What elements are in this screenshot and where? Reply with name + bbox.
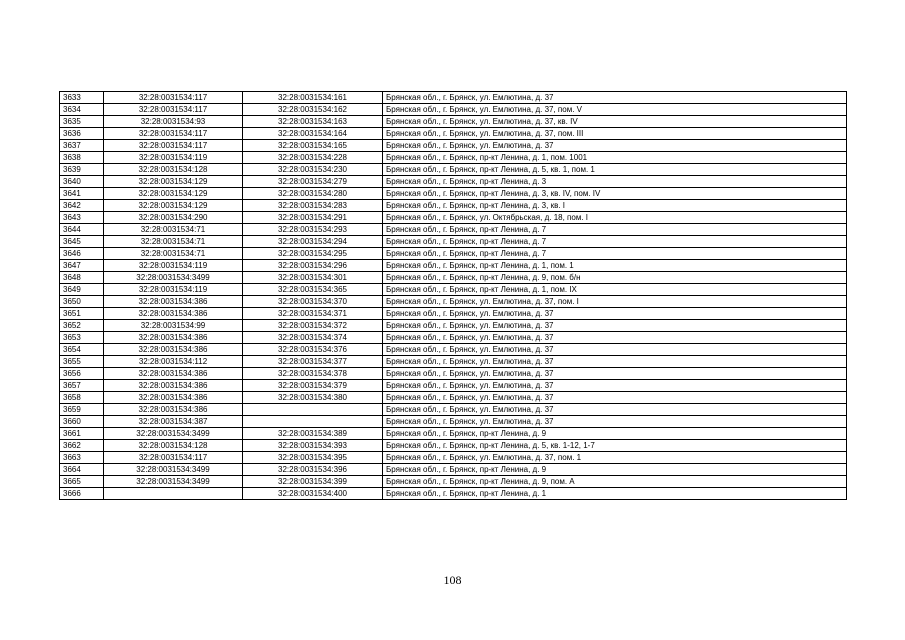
parent-cadastral-number-cell: 32:28:0031534:117 [104, 92, 243, 104]
parent-cadastral-number-cell: 32:28:0031534:3499 [104, 272, 243, 284]
table-row [60, 248, 847, 260]
row-number-cell: 3657 [60, 380, 104, 392]
table-row [60, 488, 847, 500]
address-cell: Брянская обл., г. Брянск, ул. Емлютина, д. 37 [383, 392, 847, 404]
table-row [60, 368, 847, 380]
cadastral-number-cell: 32:28:0031534:399 [243, 476, 383, 488]
cadastral-number-cell: 32:28:0031534:163 [243, 116, 383, 128]
table-row [60, 140, 847, 152]
cadastral-number-cell: 32:28:0031534:400 [243, 488, 383, 500]
table-row [60, 128, 847, 140]
parent-cadastral-number-cell: 32:28:0031534:386 [104, 296, 243, 308]
parent-cadastral-number-cell: 32:28:0031534:128 [104, 440, 243, 452]
cadastral-table [59, 91, 847, 500]
address-cell: Брянская обл., г. Брянск, ул. Емлютина, д. 37 [383, 308, 847, 320]
table-row [60, 440, 847, 452]
parent-cadastral-number-cell: 32:28:0031534:119 [104, 284, 243, 296]
parent-cadastral-number-cell: 32:28:0031534:117 [104, 140, 243, 152]
row-number-cell: 3642 [60, 200, 104, 212]
address-cell: Брянская обл., г. Брянск, пр-кт Ленина, д. 7 [383, 224, 847, 236]
address-cell: Брянская обл., г. Брянск, ул. Емлютина, д. 37, пом. I [383, 296, 847, 308]
parent-cadastral-number-cell: 32:28:0031534:112 [104, 356, 243, 368]
parent-cadastral-number-cell: 32:28:0031534:3499 [104, 476, 243, 488]
cadastral-number-cell: 32:28:0031534:294 [243, 236, 383, 248]
cadastral-number-cell: 32:28:0031534:372 [243, 320, 383, 332]
cadastral-number-cell: 32:28:0031534:295 [243, 248, 383, 260]
cadastral-number-cell: 32:28:0031534:164 [243, 128, 383, 140]
address-cell: Брянская обл., г. Брянск, пр-кт Ленина, д. 1 [383, 488, 847, 500]
table-row [60, 116, 847, 128]
cadastral-number-cell: 32:28:0031534:365 [243, 284, 383, 296]
address-cell: Брянская обл., г. Брянск, пр-кт Ленина, д. 3 [383, 176, 847, 188]
row-number-cell: 3646 [60, 248, 104, 260]
row-number-cell: 3662 [60, 440, 104, 452]
row-number-cell: 3649 [60, 284, 104, 296]
table-row [60, 356, 847, 368]
parent-cadastral-number-cell: 32:28:0031534:386 [104, 392, 243, 404]
address-cell: Брянская обл., г. Брянск, пр-кт Ленина, д. 5, кв. 1-12, 1-7 [383, 440, 847, 452]
row-number-cell: 3656 [60, 368, 104, 380]
row-number-cell: 3652 [60, 320, 104, 332]
parent-cadastral-number-cell: 32:28:0031534:117 [104, 452, 243, 464]
cadastral-number-cell: 32:28:0031534:283 [243, 200, 383, 212]
cadastral-number-cell: 32:28:0031534:377 [243, 356, 383, 368]
parent-cadastral-number-cell: 32:28:0031534:119 [104, 260, 243, 272]
cadastral-number-cell: 32:28:0031534:279 [243, 176, 383, 188]
address-cell: Брянская обл., г. Брянск, пр-кт Ленина, д. 9, пом. б/н [383, 272, 847, 284]
row-number-cell: 3654 [60, 344, 104, 356]
table-row [60, 476, 847, 488]
address-cell: Брянская обл., г. Брянск, ул. Емлютина, д. 37 [383, 416, 847, 428]
cadastral-table-body [60, 92, 847, 500]
table-row [60, 428, 847, 440]
cadastral-number-cell: 32:28:0031534:228 [243, 152, 383, 164]
address-cell: Брянская обл., г. Брянск, пр-кт Ленина, д. 3, кв. IV, пом. IV [383, 188, 847, 200]
address-cell: Брянская обл., г. Брянск, ул. Емлютина, д. 37 [383, 380, 847, 392]
address-cell: Брянская обл., г. Брянск, ул. Емлютина, д. 37, пом. V [383, 104, 847, 116]
parent-cadastral-number-cell: 32:28:0031534:129 [104, 188, 243, 200]
parent-cadastral-number-cell: 32:28:0031534:129 [104, 200, 243, 212]
table-row [60, 344, 847, 356]
address-cell: Брянская обл., г. Брянск, ул. Емлютина, д. 37 [383, 356, 847, 368]
address-cell: Брянская обл., г. Брянск, пр-кт Ленина, д. 1, пом. 1001 [383, 152, 847, 164]
address-cell: Брянская обл., г. Брянск, ул. Октябрьская, д. 18, пом. I [383, 212, 847, 224]
table-row [60, 188, 847, 200]
parent-cadastral-number-cell: 32:28:0031534:117 [104, 104, 243, 116]
cadastral-number-cell: 32:28:0031534:301 [243, 272, 383, 284]
address-cell: Брянская обл., г. Брянск, пр-кт Ленина, д. 9 [383, 464, 847, 476]
address-cell: Брянская обл., г. Брянск, пр-кт Ленина, д. 1, пом. 1 [383, 260, 847, 272]
row-number-cell: 3648 [60, 272, 104, 284]
address-cell: Брянская обл., г. Брянск, ул. Емлютина, д. 37 [383, 92, 847, 104]
row-number-cell: 3650 [60, 296, 104, 308]
row-number-cell: 3645 [60, 236, 104, 248]
address-cell: Брянская обл., г. Брянск, ул. Емлютина, д. 37 [383, 344, 847, 356]
cadastral-number-cell: 32:28:0031534:280 [243, 188, 383, 200]
row-number-cell: 3636 [60, 128, 104, 140]
row-number-cell: 3664 [60, 464, 104, 476]
row-number-cell: 3658 [60, 392, 104, 404]
table-row [60, 152, 847, 164]
table-row [60, 164, 847, 176]
address-cell: Брянская обл., г. Брянск, ул. Емлютина, д. 37 [383, 368, 847, 380]
row-number-cell: 3651 [60, 308, 104, 320]
row-number-cell: 3660 [60, 416, 104, 428]
table-row [60, 296, 847, 308]
row-number-cell: 3637 [60, 140, 104, 152]
cadastral-number-cell: 32:28:0031534:374 [243, 332, 383, 344]
cadastral-number-cell: 32:28:0031534:396 [243, 464, 383, 476]
row-number-cell: 3635 [60, 116, 104, 128]
parent-cadastral-number-cell: 32:28:0031534:3499 [104, 464, 243, 476]
address-cell: Брянская обл., г. Брянск, ул. Емлютина, д. 37, пом. 1 [383, 452, 847, 464]
table-row [60, 272, 847, 284]
table-row [60, 176, 847, 188]
parent-cadastral-number-cell: 32:28:0031534:290 [104, 212, 243, 224]
table-row [60, 332, 847, 344]
table-row [60, 260, 847, 272]
address-cell: Брянская обл., г. Брянск, ул. Емлютина, д. 37 [383, 140, 847, 152]
cadastral-number-cell: 32:28:0031534:371 [243, 308, 383, 320]
table-row [60, 200, 847, 212]
address-cell: Брянская обл., г. Брянск, ул. Емлютина, д. 37 [383, 320, 847, 332]
cadastral-number-cell: 32:28:0031534:161 [243, 92, 383, 104]
parent-cadastral-number-cell: 32:28:0031534:129 [104, 176, 243, 188]
cadastral-number-cell [243, 416, 383, 428]
address-cell: Брянская обл., г. Брянск, ул. Емлютина, д. 37 [383, 404, 847, 416]
address-cell: Брянская обл., г. Брянск, ул. Емлютина, д. 37, пом. III [383, 128, 847, 140]
table-row [60, 404, 847, 416]
parent-cadastral-number-cell: 32:28:0031534:71 [104, 224, 243, 236]
address-cell: Брянская обл., г. Брянск, пр-кт Ленина, д. 5, кв. 1, пом. 1 [383, 164, 847, 176]
cadastral-number-cell: 32:28:0031534:370 [243, 296, 383, 308]
row-number-cell: 3640 [60, 176, 104, 188]
address-cell: Брянская обл., г. Брянск, пр-кт Ленина, д. 1, пом. IX [383, 284, 847, 296]
parent-cadastral-number-cell: 32:28:0031534:3499 [104, 428, 243, 440]
parent-cadastral-number-cell: 32:28:0031534:386 [104, 332, 243, 344]
cadastral-number-cell: 32:28:0031534:230 [243, 164, 383, 176]
parent-cadastral-number-cell: 32:28:0031534:386 [104, 344, 243, 356]
row-number-cell: 3643 [60, 212, 104, 224]
table-row [60, 416, 847, 428]
row-number-cell: 3633 [60, 92, 104, 104]
row-number-cell: 3665 [60, 476, 104, 488]
table-row [60, 464, 847, 476]
row-number-cell: 3638 [60, 152, 104, 164]
table-row [60, 452, 847, 464]
row-number-cell: 3641 [60, 188, 104, 200]
table-row [60, 392, 847, 404]
row-number-cell: 3661 [60, 428, 104, 440]
row-number-cell: 3655 [60, 356, 104, 368]
parent-cadastral-number-cell: 32:28:0031534:71 [104, 236, 243, 248]
row-number-cell: 3666 [60, 488, 104, 500]
parent-cadastral-number-cell: 32:28:0031534:128 [104, 164, 243, 176]
table-row [60, 308, 847, 320]
row-number-cell: 3653 [60, 332, 104, 344]
row-number-cell: 3634 [60, 104, 104, 116]
table-row [60, 380, 847, 392]
cadastral-number-cell: 32:28:0031534:389 [243, 428, 383, 440]
cadastral-number-cell: 32:28:0031534:376 [243, 344, 383, 356]
cadastral-number-cell: 32:28:0031534:165 [243, 140, 383, 152]
row-number-cell: 3639 [60, 164, 104, 176]
cadastral-number-cell: 32:28:0031534:162 [243, 104, 383, 116]
parent-cadastral-number-cell: 32:28:0031534:386 [104, 368, 243, 380]
cadastral-number-cell: 32:28:0031534:380 [243, 392, 383, 404]
parent-cadastral-number-cell: 32:28:0031534:99 [104, 320, 243, 332]
row-number-cell: 3659 [60, 404, 104, 416]
row-number-cell: 3663 [60, 452, 104, 464]
row-number-cell: 3644 [60, 224, 104, 236]
parent-cadastral-number-cell: 32:28:0031534:386 [104, 308, 243, 320]
parent-cadastral-number-cell: 32:28:0031534:386 [104, 380, 243, 392]
cadastral-number-cell: 32:28:0031534:393 [243, 440, 383, 452]
cadastral-number-cell: 32:28:0031534:293 [243, 224, 383, 236]
table-row [60, 104, 847, 116]
parent-cadastral-number-cell: 32:28:0031534:71 [104, 248, 243, 260]
address-cell: Брянская обл., г. Брянск, пр-кт Ленина, д. 7 [383, 248, 847, 260]
address-cell: Брянская обл., г. Брянск, ул. Емлютина, д. 37, кв. IV [383, 116, 847, 128]
parent-cadastral-number-cell: 32:28:0031534:117 [104, 128, 243, 140]
parent-cadastral-number-cell: 32:28:0031534:119 [104, 152, 243, 164]
table-row [60, 92, 847, 104]
cadastral-number-cell: 32:28:0031534:379 [243, 380, 383, 392]
address-cell: Брянская обл., г. Брянск, пр-кт Ленина, д. 3, кв. I [383, 200, 847, 212]
table-row [60, 212, 847, 224]
table-row [60, 284, 847, 296]
row-number-cell: 3647 [60, 260, 104, 272]
parent-cadastral-number-cell [104, 488, 243, 500]
page-number: 108 [443, 573, 462, 587]
address-cell: Брянская обл., г. Брянск, пр-кт Ленина, д. 7 [383, 236, 847, 248]
table-row [60, 236, 847, 248]
parent-cadastral-number-cell: 32:28:0031534:386 [104, 404, 243, 416]
cadastral-number-cell: 32:28:0031534:378 [243, 368, 383, 380]
table-row [60, 320, 847, 332]
address-cell: Брянская обл., г. Брянск, ул. Емлютина, д. 37 [383, 332, 847, 344]
parent-cadastral-number-cell: 32:28:0031534:93 [104, 116, 243, 128]
parent-cadastral-number-cell: 32:28:0031534:387 [104, 416, 243, 428]
address-cell: Брянская обл., г. Брянск, пр-кт Ленина, д. 9 [383, 428, 847, 440]
cadastral-number-cell: 32:28:0031534:296 [243, 260, 383, 272]
table-row [60, 224, 847, 236]
address-cell: Брянская обл., г. Брянск, пр-кт Ленина, д. 9, пом. А [383, 476, 847, 488]
cadastral-number-cell: 32:28:0031534:291 [243, 212, 383, 224]
cadastral-number-cell: 32:28:0031534:395 [243, 452, 383, 464]
cadastral-number-cell [243, 404, 383, 416]
